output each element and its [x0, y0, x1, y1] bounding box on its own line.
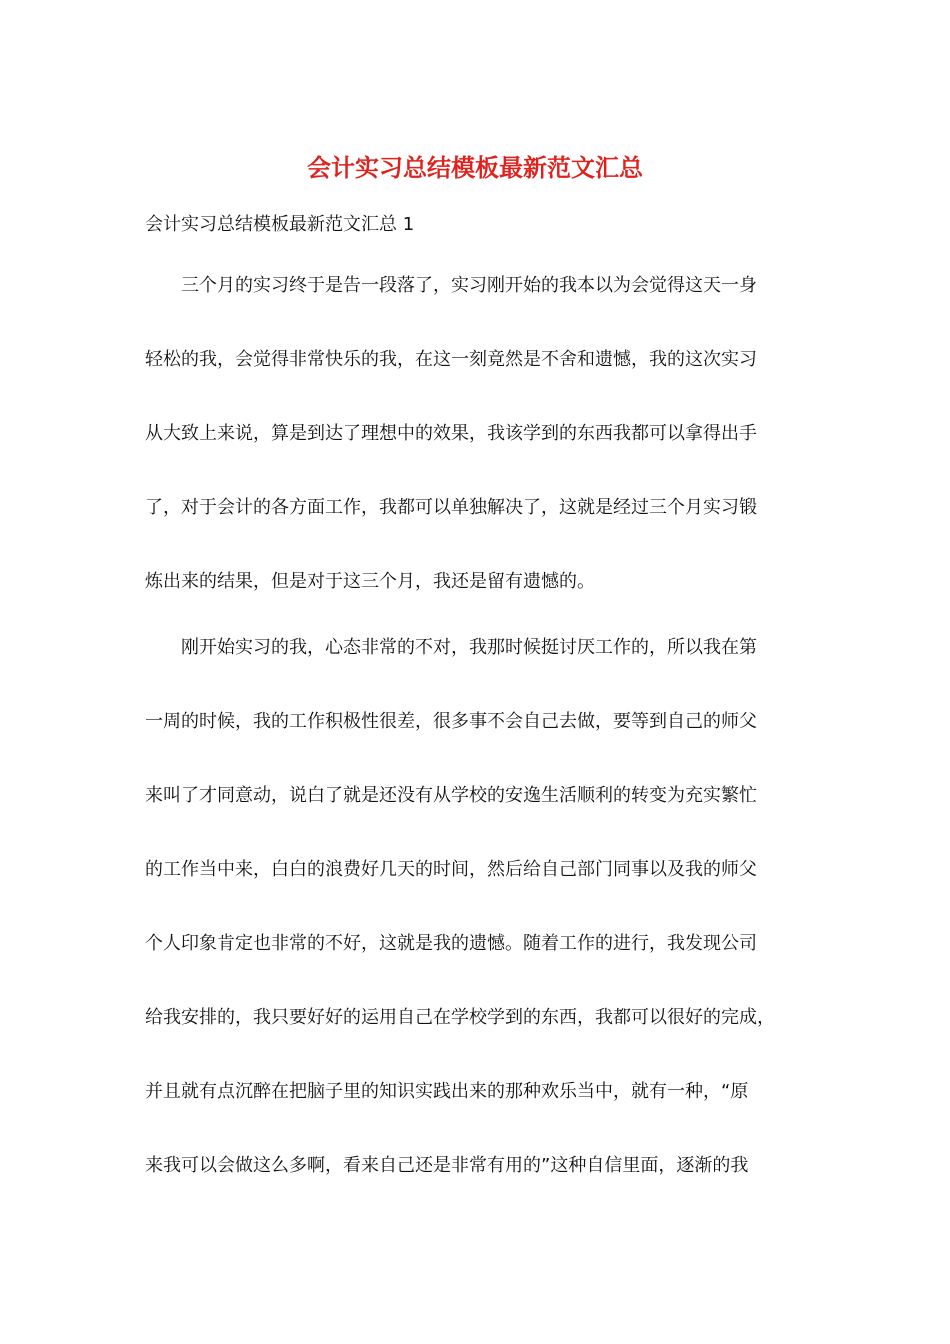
- paragraph-1-line-4: 了，对于会计的各方面工作，我都可以单独解决了，这就是经过三个月实习锻: [145, 497, 757, 518]
- paragraph-1-line-3: 从大致上来说，算是到达了理想中的效果，我该学到的东西我都可以拿得出手: [145, 423, 757, 444]
- document-title: 会计实习总结模板最新范文汇总: [307, 153, 643, 182]
- paragraph-2-line-5: 个人印象肯定也非常的不好，这就是我的遗憾。随着工作的进行，我发现公司: [145, 933, 757, 954]
- paragraph-1-line-1: 三个月的实习终于是告一段落了，实习刚开始的我本以为会觉得这天一身: [181, 275, 757, 296]
- paragraph-2-line-6: 给我安排的，我只要好好的运用自己在学校学到的东西，我都可以很好的完成，: [145, 1007, 775, 1028]
- paragraph-2-line-3: 来叫了才同意动，说白了就是还没有从学校的安逸生活顺利的转变为充实繁忙: [145, 785, 757, 806]
- paragraph-2-line-2: 一周的时候，我的工作积极性很差，很多事不会自己去做，要等到自己的师父: [145, 711, 757, 732]
- paragraph-2-line-7: 并且就有点沉醉在把脑子里的知识实践出来的那种欢乐当中，就有一种，“原: [145, 1081, 749, 1102]
- paragraph-1-line-5: 炼出来的结果，但是对于这三个月，我还是留有遗憾的。: [145, 571, 595, 592]
- paragraph-2-line-4: 的工作当中来，白白的浪费好几天的时间，然后给自己部门同事以及我的师父: [145, 859, 757, 880]
- paragraph-1-line-2: 轻松的我，会觉得非常快乐的我，在这一刻竟然是不舍和遗憾，我的这次实习: [145, 349, 757, 370]
- section-heading: 会计实习总结模板最新范文汇总 1: [145, 214, 415, 235]
- paragraph-2-line-8: 来我可以会做这么多啊，看来自己还是非常有用的”这种自信里面，逐渐的我: [145, 1155, 749, 1176]
- paragraph-2-line-1: 刚开始实习的我，心态非常的不对，我那时候挺讨厌工作的，所以我在第: [181, 637, 757, 658]
